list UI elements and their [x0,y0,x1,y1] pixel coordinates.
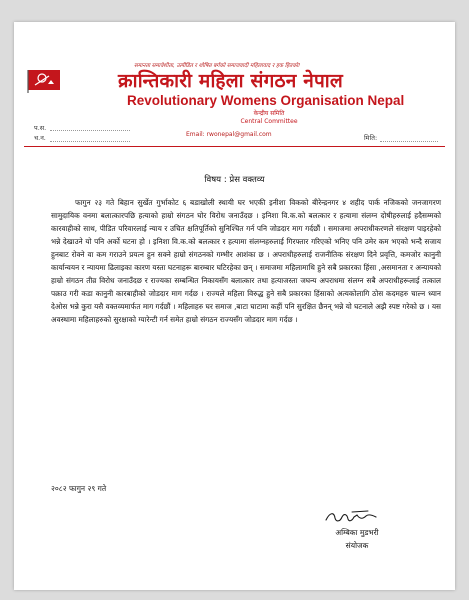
statement-paragraph: फागुन २३ गते बिहान सुर्खेत गुर्भाकोट ६ बडाखोली स्थायी घर भएकी इनीशा विकको बीरेन्द्रनगर ४ शहीद पार्क नजिकको जनजागरण सामुदायिक वनमा बलात्कारपछि हत्याको हाम्रो संगठन घोर विरोध जनाउँदछ । इनिशा वि.क.को बलत्कार र हत्यामा संलग्न दोषीहरुलाई हदैसम्मको कारवाहीको साथ, पीडित परिवारलाई न्याय र उचित क्षतिपूर्तिको सुनिश्चित गर्न पनि जोडदार माग गर्दछौं । समाजमा अपराधीकरणले संरक्षण पाइरहेको भन्ने देखाउने यो पनि अर्को घटना हो । इनिशा वि.क.को बलत्कार र हत्यामा संलग्नहरुलाई गिरफ्तार गरिएको भनिए पनि उमेर कम भएको भन्दै सजाय हुनबाट रोक्ने वा कम गराउने प्रयत्न हुन सक्ने हाम्रो संगठनको गम्भीर आशंका छ । अपराधीहरुलाई राजनीतिक संरक्षण दिने प्रवृत्ति, कमजोर कानुनी कार्यान्वयन र न्यायमा ढिलाइका कारण यस्ता घटनाहरू बारम्बार घटिरहेका छन् । समाजमा महिलामाथि हुने सबै प्रकारका हिंसा ,असमानता र अन्यायको हाम्रो संगठन तीव्र विरोध जनाउँदछ र राज्यका सम्बन्धित निकायसँग बलात्कार तथा हत्याजस्ता जघन्य अपराधमा संलग्न सबै अपराधीहरूलाई तत्काल पक्राउ गरी कडा कानुनी कारबाहीको जोडदार माग गर्दछ । राज्यले महिला विरुद्ध हुने सबै प्रकारका हिंसाको अत्यकोलागि ठोस कदमहरु चाल्न ध्यान देओस भन्ने कुरा यसै वक्तव्यमार्फत माग गर्दछौं । महिलाहरु घर समाज ,बाटा घाटामा कहीं पनि सुरक्षित छैनन् भन्ने यो घटनाले अझै स्पष्ट गरेको छ । यस अवस्थामा महिलाहरुको सुरक्षाको ग्यारेन्टी गर्न समेत हाम्रो संगठन राज्यसँग जोडदार माग गर्दछ । [51,198,441,324]
issue-date: २०८२ फागुन २९ गते [51,484,107,493]
reference-label: प.स. [34,124,47,132]
subject-line: विषय : प्रेस वक्तव्य [204,175,265,185]
committee-label-nepali: केन्द्रीय समिति [253,110,285,117]
organisation-name-english: Revolutionary Womens Organisation Nepal [127,93,405,108]
letterhead-motto: समानता समावेशीता, उत्पीडित र शोषित बर्गको समाजवादी महिलावाद र हक हितको! [134,63,301,69]
signatory-name: अम्बिका मुडभरी [335,528,379,537]
committee-label-english: Central Committee [240,118,298,125]
signatory-title: संयोजक [345,541,369,550]
letterhead-divider [24,146,445,147]
statement-body [51,196,441,326]
press-statement-page [14,22,455,590]
signatory-block [312,526,402,552]
reference-line [50,130,130,131]
date-line [380,141,438,142]
committee-label [214,110,324,126]
organisation-name-nepali: क्रान्तिकारी महिला संगठन नेपाल [118,70,344,92]
date-label: मिति: [364,134,378,142]
dispatch-number-line [50,141,130,142]
handwritten-signature [322,508,382,526]
organisation-email: Email: rwonepal@gmail.com [186,131,272,138]
dispatch-number-label: च.न. [34,134,46,142]
organisation-flag-logo [26,68,62,94]
